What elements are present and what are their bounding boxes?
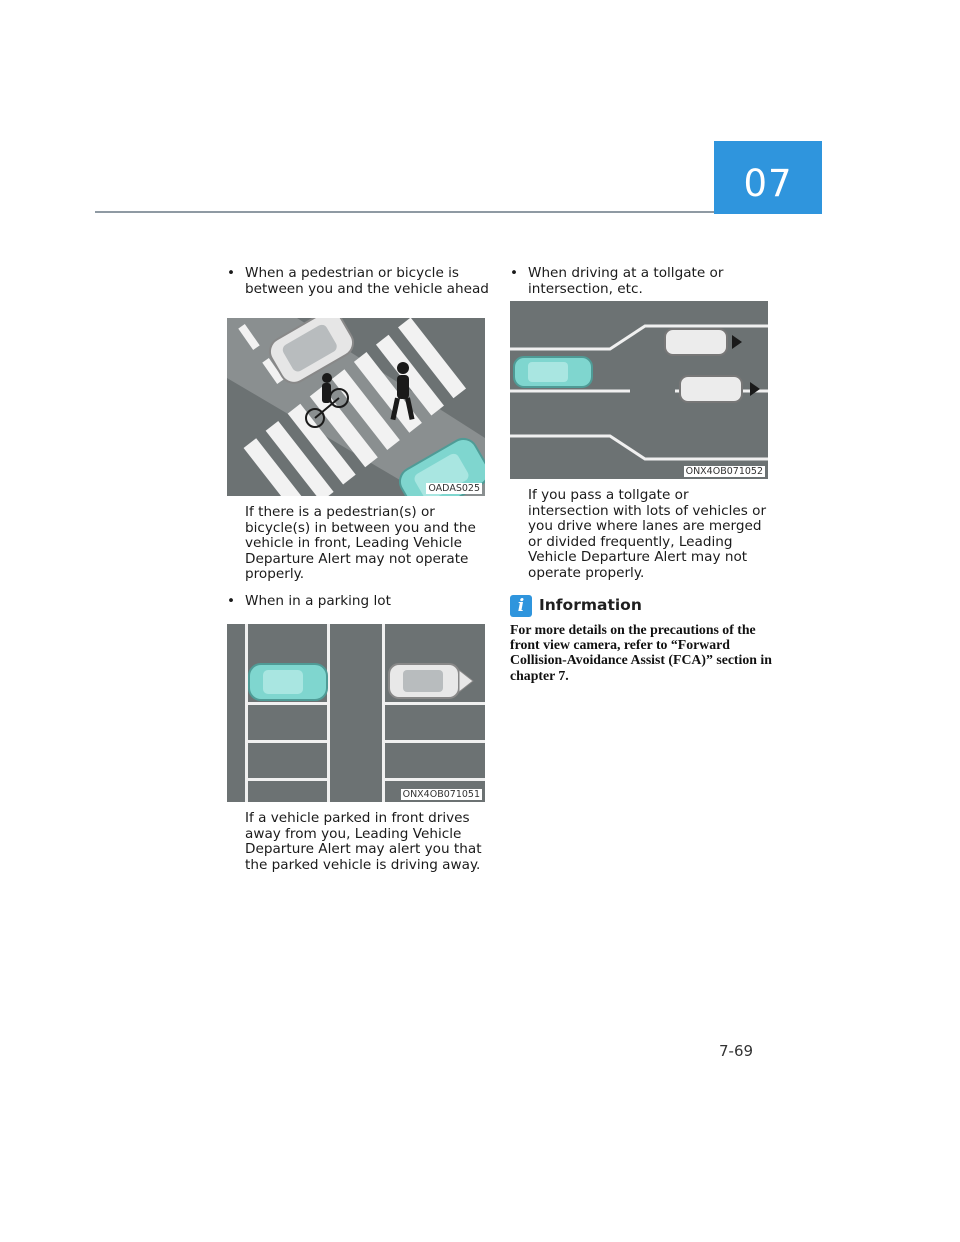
bullet-tollgate bbox=[510, 266, 772, 297]
bullet-pedestrian bbox=[227, 266, 489, 297]
paragraph-pedestrian: If there is a pedestrian(s) or bicycle(s) in between you and the vehicle in front, Leading Vehicle Departure Alert may not operate properly. bbox=[245, 504, 476, 582]
tollgate-illustration bbox=[510, 301, 768, 479]
bullet-text: When a pedestrian or bicycle is between you and the vehicle ahead bbox=[245, 265, 489, 297]
bullet-text: When in a parking lot bbox=[245, 592, 391, 609]
bullet-dot: • bbox=[510, 265, 519, 281]
bullet-parking bbox=[227, 594, 489, 610]
information-header bbox=[510, 595, 772, 617]
page-number: 7-69 bbox=[719, 1042, 754, 1060]
information-title: Information bbox=[539, 596, 642, 615]
figure-pedestrian-crosswalk bbox=[227, 318, 485, 496]
figure-parking-lot bbox=[227, 624, 485, 802]
chapter-tab: 07 bbox=[714, 141, 822, 214]
crosswalk-illustration bbox=[227, 318, 485, 496]
information-body: For more details on the precautions of the front view camera, refer to “Forward Collision-Avoidance Assist (FCA)” section in chapter 7. bbox=[510, 622, 772, 683]
car-own bbox=[514, 357, 592, 387]
figure-code: OADAS025 bbox=[428, 483, 480, 494]
car-own bbox=[249, 664, 327, 700]
right-column bbox=[510, 266, 772, 683]
figure-tollgate bbox=[510, 301, 768, 479]
bullet-dot: • bbox=[227, 265, 236, 281]
header-rule bbox=[95, 211, 715, 213]
figure-code: ONX4OB071052 bbox=[685, 466, 763, 477]
left-column bbox=[227, 266, 489, 873]
bullet-text: When driving at a tollgate or intersection, etc. bbox=[528, 265, 724, 297]
paragraph-tollgate: If you pass a tollgate or intersection with lots of vehicles or you drive where lanes are merged or divided frequently, Leading Vehicle Departure Alert may not operate properly. bbox=[528, 487, 767, 581]
paragraph-parking: If a vehicle parked in front drives away from you, Leading Vehicle Departure Alert may alert you that the parked vehicle is driving away. bbox=[245, 810, 482, 873]
info-icon: i bbox=[510, 595, 532, 617]
parking-illustration bbox=[227, 624, 485, 802]
figure-code: ONX4OB071051 bbox=[402, 789, 480, 800]
bullet-dot: • bbox=[227, 592, 236, 609]
information-box bbox=[510, 595, 772, 683]
